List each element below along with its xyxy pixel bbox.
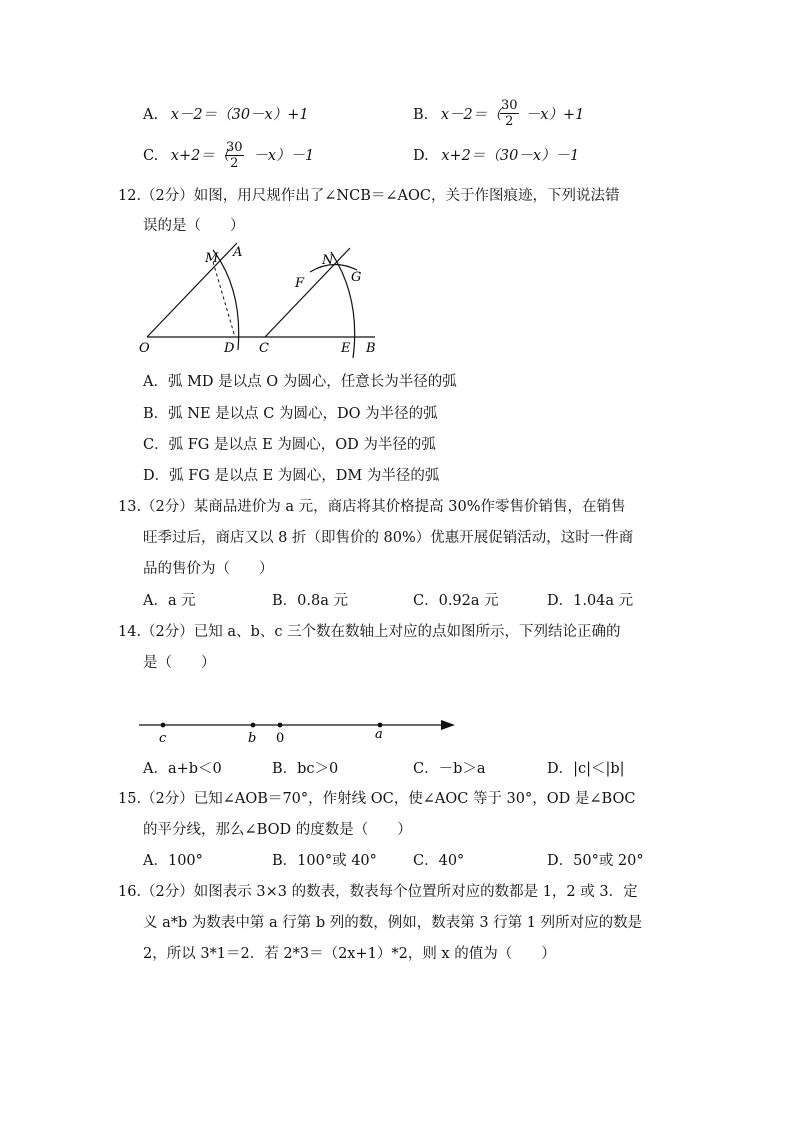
q13-stem-line1: 13.（2分）某商品进价为 a 元，商店将其价格提高 30%作零售价销售，在销售 bbox=[118, 499, 626, 515]
fraction-numerator: 30 bbox=[501, 98, 518, 113]
q12-stem-line2: 误的是（ ） bbox=[143, 218, 245, 234]
axis-label-a: a bbox=[375, 727, 383, 742]
q16-stem-line2: 义 a*b 为数表中第 a 行第 b 列的数，例如，数表第 3 行第 1 列所对应的数是 bbox=[143, 915, 643, 931]
ray-oa bbox=[147, 243, 237, 337]
q14-stem-line2: 是（ ） bbox=[143, 655, 216, 671]
option-prefix: C. bbox=[143, 148, 159, 164]
q13-stem-line2: 旺季过后，商店又以 8 折（即售价的 80%）优惠开展促销活动，这时一件商 bbox=[143, 530, 634, 546]
axis-label-b: b bbox=[248, 731, 257, 746]
axis-label-c: c bbox=[159, 731, 167, 746]
option-expression-after: －x）+1 bbox=[525, 107, 585, 123]
label-d: D bbox=[224, 341, 235, 356]
q15-option-a: A．100° bbox=[143, 853, 203, 869]
point-c bbox=[161, 723, 166, 728]
segment-md-dashed bbox=[213, 262, 235, 337]
label-g: G bbox=[351, 270, 362, 285]
option-prefix: D. bbox=[413, 148, 429, 164]
fraction-denominator: 2 bbox=[505, 114, 514, 129]
fraction-numerator: 30 bbox=[226, 140, 243, 155]
option-expression-before: x+2＝（ bbox=[170, 148, 230, 164]
q13-option-d: D．1.04a 元 bbox=[547, 593, 634, 609]
q13-option-a: A．a 元 bbox=[143, 593, 196, 609]
option-expression-before: x－2＝（ bbox=[440, 107, 502, 123]
q15-stem-line2: 的平分线，那么∠BOD 的度数是（ ） bbox=[143, 822, 412, 838]
q14-option-a: A．a+b＜0 bbox=[143, 761, 222, 777]
q14-option-d: D．|c|＜|b| bbox=[547, 761, 625, 777]
q15-option-c: C．40° bbox=[413, 853, 465, 869]
q11-option-d bbox=[413, 146, 579, 166]
label-m: M bbox=[205, 251, 219, 266]
q12-option-d: D．弧 FG 是以点 E 为圆心，DM 为半径的弧 bbox=[143, 468, 440, 484]
point-zero bbox=[278, 723, 283, 728]
q14-option-b: B．bc＞0 bbox=[272, 761, 339, 777]
q12-option-b: B．弧 NE 是以点 C 为圆心，DO 为半径的弧 bbox=[143, 406, 438, 422]
axis-label-zero: 0 bbox=[276, 731, 285, 746]
label-e: E bbox=[341, 341, 351, 356]
label-o: O bbox=[139, 341, 150, 356]
q13-option-b: B．0.8a 元 bbox=[272, 593, 348, 609]
q11-option-a bbox=[143, 105, 309, 125]
point-b bbox=[251, 723, 256, 728]
axis-arrow-icon bbox=[441, 720, 455, 730]
q14-option-c: C．－b＞a bbox=[413, 761, 486, 777]
label-f: F bbox=[295, 276, 305, 291]
option-expression: x+2＝（30－x）－1 bbox=[441, 148, 580, 164]
q16-stem-line3: 2，所以 3*1＝2．若 2*3＝（2x+1）*2，则 x 的值为（ ） bbox=[143, 946, 556, 962]
q12-option-c: C．弧 FG 是以点 E 为圆心，OD 为半径的弧 bbox=[143, 437, 436, 453]
option-prefix: A. bbox=[143, 107, 159, 123]
q12-geometry-figure bbox=[135, 240, 395, 365]
q14-number-line bbox=[135, 710, 465, 750]
q15-option-b: B．100°或 40° bbox=[272, 853, 377, 869]
q15-option-d: D．50°或 20° bbox=[547, 853, 644, 869]
option-prefix: B. bbox=[413, 107, 429, 123]
q11-option-b bbox=[413, 105, 584, 125]
q16-stem-line1: 16.（2分）如图表示 3×3 的数表，数表每个位置所对应的数都是 1，2 或 3．定 bbox=[118, 884, 638, 900]
q11-option-b-fraction bbox=[500, 98, 519, 129]
option-expression: x－2＝（30－x）+1 bbox=[170, 107, 309, 123]
label-a: A bbox=[233, 245, 243, 260]
label-c: C bbox=[259, 341, 269, 356]
q14-stem-line1: 14.（2分）已知 a、b、c 三个数在数轴上对应的点如图所示，下列结论正确的 bbox=[118, 624, 621, 640]
label-b: B bbox=[366, 341, 376, 356]
option-expression-after: －x）－1 bbox=[253, 148, 315, 164]
label-n: N bbox=[322, 253, 334, 268]
q12-option-a: A．弧 MD 是以点 O 为圆心，任意长为半径的弧 bbox=[143, 374, 457, 390]
fraction-denominator: 2 bbox=[230, 156, 239, 171]
q15-stem-line1: 15.（2分）已知∠AOB＝70°，作射线 OC，使∠AOC 等于 30°，OD 是∠BOC bbox=[118, 791, 636, 807]
q11-option-c-fraction bbox=[225, 140, 244, 171]
q12-stem-line1: 12.（2分）如图，用尺规作出了∠NCB＝∠AOC，关于作图痕迹，下列说法错 bbox=[118, 188, 620, 204]
q13-stem-line3: 品的售价为（ ） bbox=[143, 561, 274, 577]
q13-option-c: C．0.92a 元 bbox=[413, 593, 499, 609]
